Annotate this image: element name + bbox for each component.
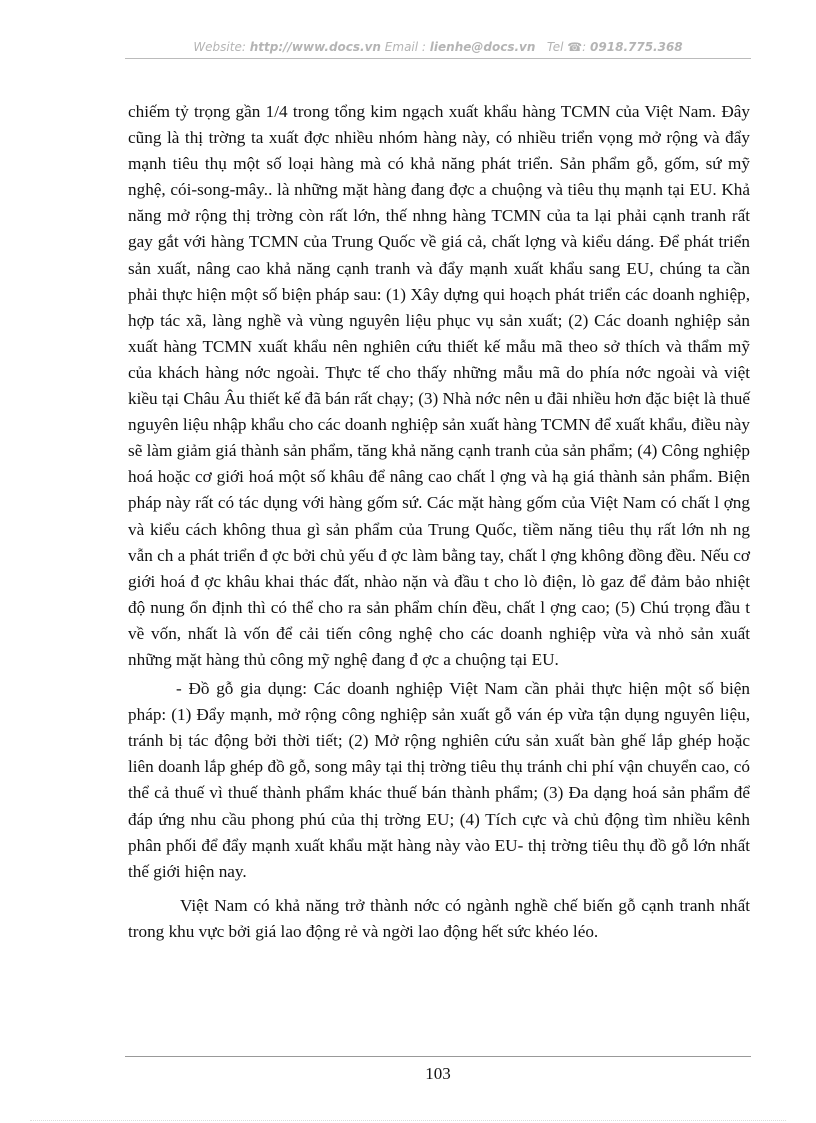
- tel-number: 0918.775.368: [590, 40, 683, 54]
- paragraph-3: Việt Nam có khả năng trở thành nớc có ngành nghề chế biến gỗ cạnh tranh nhất trong khu vực bởi giá lao động rẻ và ngời lao động hết sức khéo léo.: [128, 895, 750, 941]
- footer-divider: [125, 1056, 751, 1057]
- paragraph-1: chiếm tỷ trọng gần 1/4 trong tổng kim ngạch xuất khẩu hàng TCMN của Việt Nam. Đây cũng là thị trờng ta xuất đợc nhiều nhóm hàng này, có nhiều triển vọng mở rộng và đẩy mạnh tiêu thụ một số loại hàng mà có khả năng phát triển. Sản phẩm gỗ, gốm, sứ mỹ nghệ, cói-song-mây.. là những mặt hàng đang đợc a chuộng và tiêu thụ mạnh tại EU. Khả năng mở rộng thị trờng còn rất lớn, thế nhng hàng TCMN của ta lại phải cạnh tranh rất gay gắt với hàng TCMN của Trung Quốc về giá cả, chất lợng và kiểu dáng. Để phát triển sản xuất, nâng cao khả năng cạnh tranh và đẩy mạnh xuất khẩu sang EU, chúng ta cần phải thực hiện một số biện pháp sau: (1) Xây dựng qui hoạch phát triển các doanh nghiệp, hợp tác xã, làng nghề và vùng nguyên liệu phục vụ sản xuất; (2) Các doanh nghiệp sản xuất hàng TCMN xuất khẩu nên nghiên cứu thiết kế mẫu mã theo sở thích và thẩm mỹ của khách hàng nớc ngoài. Thực tế cho thấy những mẫu mã do phía nớc ngoài và việt kiều tại Châu Âu thiết kế đã bán rất chạy; (3) Nhà nớc nên u đãi nhiều hơn đặc biệt là thuế nguyên liệu nhập khẩu cho các doanh nghiệp sản xuất hàng TCMN để xuất khẩu, điều này sẽ làm giảm giá thành sản phẩm, tăng khả năng cạnh tranh của sản phẩm; (4) Công nghiệp hoá hoặc cơ giới hoá một số khâu để nâng cao chất l ợng và hạ giá thành sản phẩm. Biện pháp này rất có tác dụng với hàng gốm sứ. Các mặt hàng gốm của Việt Nam có chất l ợng và kiểu cách không thua gì sản phẩm của Trung Quốc, tiềm năng tiêu thụ rất lớn nh ng vẫn ch a phát triển đ ợc bởi chủ yếu đ ợc làm bằng tay, chất l ợng không đồng đều. Nếu cơ giới hoá đ ợc khâu khai thác đất, nhào nặn và đầu t cho lò điện, lò gaz để đảm bảo nhiệt độ nung ổn định thì có thể cho ra sản phẩm chín đều, chất l ợng cao; (5) Chú trọng đầu t về vốn, nhất là vốn để cải tiến công nghệ cho các doanh nghiệp vừa và nhỏ sản xuất những mặt hàng thủ công mỹ nghệ đang đ ợc a chuộng tại EU.: [128, 102, 750, 669]
- paragraph-2: - Đồ gỗ gia dụng: Các doanh nghiệp Việt Nam cần phải thực hiện một số biện pháp: (1) Đẩy mạnh, mở rộng công nghiệp sản xuất gỗ ván ép vừa tận dụng nguyên liệu, tránh bị tác động bởi thời tiết; (2) Mở rộng nghiên cứu sản xuất bàn ghế lắp ghép hoặc liên doanh lắp ghép đồ gỗ, song mây tại thị trờng tiêu thụ tránh chi phí vận chuyển cao, có thể cả thuế vì thuế thành phẩm khác thuế bán thành phẩm; (3) Đa dạng hoá sản phẩm để đáp ứng nhu cầu phong phú của thị trờng EU; (4) Tích cực và chủ động tìm nhiều kênh phân phối để đẩy mạnh xuất khẩu mặt hàng này vào EU- thị trờng tiêu thụ đồ gỗ lớn nhất thế giới hiện nay.: [128, 679, 750, 881]
- page-bottom-border: [30, 1120, 786, 1121]
- email-link[interactable]: lienhe@docs.vn: [429, 40, 536, 54]
- website-label: Website:: [193, 40, 246, 54]
- page-header: [125, 40, 751, 59]
- tel-label: Tel ☎:: [546, 40, 587, 54]
- page-number: 103: [425, 1064, 451, 1083]
- website-link[interactable]: http://www.docs.vn: [249, 40, 381, 54]
- document-body: [128, 99, 750, 945]
- email-label: Email :: [384, 40, 426, 54]
